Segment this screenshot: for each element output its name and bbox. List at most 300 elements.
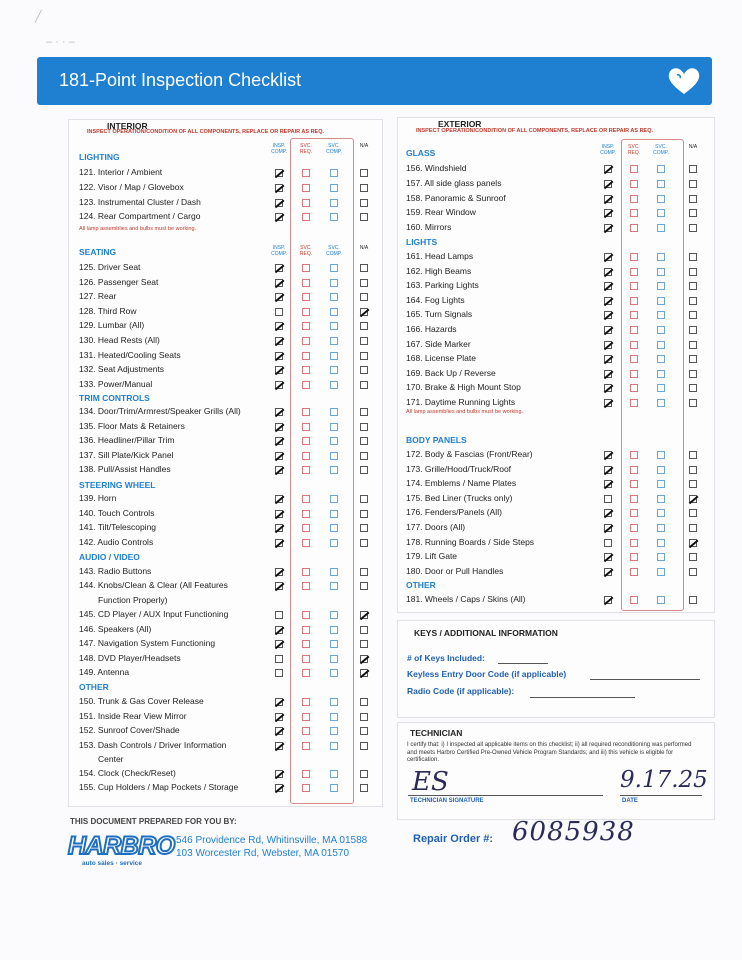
scan-artifact: ╱ — [35, 11, 42, 23]
service-completed-checkbox[interactable] — [330, 510, 338, 518]
service-required-checkbox[interactable] — [302, 366, 310, 374]
not-applicable-checkbox[interactable] — [360, 698, 368, 706]
category-glass: GLASS — [406, 148, 436, 158]
not-applicable-checkbox[interactable] — [360, 279, 368, 287]
not-applicable-checkbox[interactable] — [360, 713, 368, 721]
checklist-item-label: 149. Antenna — [79, 667, 130, 678]
service-completed-checkbox[interactable] — [657, 165, 665, 173]
not-applicable-checkbox[interactable] — [360, 466, 368, 474]
service-completed-checkbox[interactable] — [330, 784, 338, 792]
column-header-insp: INSP. COMP. — [271, 143, 287, 155]
not-applicable-checkbox[interactable] — [360, 437, 368, 445]
radio-code-label: Radio Code (if applicable): — [407, 686, 515, 696]
category-other: OTHER — [406, 580, 436, 590]
checklist-item-label: 122. Visor / Map / Glovebox — [79, 181, 184, 192]
not-applicable-checkbox[interactable] — [689, 165, 697, 173]
keyless-code-field[interactable] — [590, 679, 700, 680]
inspected-checkbox[interactable] — [275, 437, 283, 445]
repair-order-number: 6085938 — [512, 817, 635, 847]
service-required-checkbox[interactable] — [302, 510, 310, 518]
service-required-checkbox[interactable] — [302, 293, 310, 301]
service-completed-checkbox[interactable] — [657, 180, 665, 188]
service-completed-checkbox[interactable] — [657, 209, 665, 217]
service-required-checkbox[interactable] — [302, 466, 310, 474]
exterior-title: EXTERIOR — [438, 119, 482, 129]
not-applicable-checkbox[interactable] — [689, 195, 697, 203]
inspected-checkbox[interactable] — [275, 524, 283, 532]
inspected-checkbox[interactable] — [275, 279, 283, 287]
service-required-checkbox[interactable] — [302, 495, 310, 503]
checklist-item-label: 177. Doors (All) — [406, 522, 466, 532]
inspected-checkbox[interactable] — [275, 495, 283, 503]
not-applicable-checkbox[interactable] — [360, 264, 368, 272]
prepared-by: THIS DOCUMENT PREPARED FOR YOU BY: — [70, 817, 237, 826]
inspected-checkbox[interactable] — [604, 224, 612, 232]
service-completed-checkbox[interactable] — [330, 199, 338, 207]
service-required-checkbox[interactable] — [302, 742, 310, 750]
service-completed-checkbox[interactable] — [330, 366, 338, 374]
service-completed-checkbox[interactable] — [657, 253, 665, 261]
service-completed-checkbox[interactable] — [657, 268, 665, 276]
inspected-checkbox[interactable] — [275, 698, 283, 706]
checklist-item-label: 163. Parking Lights — [406, 280, 479, 291]
service-required-checkbox[interactable] — [302, 669, 310, 677]
service-required-checkbox[interactable] — [630, 297, 638, 305]
service-completed-checkbox[interactable] — [657, 596, 665, 604]
service-completed-checkbox[interactable] — [330, 713, 338, 721]
service-completed-checkbox[interactable] — [330, 352, 338, 360]
inspected-checkbox[interactable] — [604, 326, 612, 334]
inspected-checkbox[interactable] — [275, 264, 283, 272]
inspected-checkbox[interactable] — [275, 308, 283, 316]
service-completed-checkbox[interactable] — [330, 308, 338, 316]
service-completed-checkbox[interactable] — [330, 742, 338, 750]
inspected-checkbox[interactable] — [604, 539, 612, 547]
not-applicable-checkbox[interactable] — [360, 770, 368, 778]
certification-text: I certify that: i) I inspected all applicable items on this checklist; ii) all required reconditioning was performed and meets Harbro Certified Pre-Owned Vehicle Program Standards; and iii) this vehicle is eligible for certification. — [407, 742, 692, 763]
service-completed-checkbox[interactable] — [657, 384, 665, 392]
service-required-checkbox[interactable] — [630, 495, 638, 503]
not-applicable-checkbox[interactable] — [360, 423, 368, 431]
service-required-checkbox[interactable] — [630, 568, 638, 576]
inspected-checkbox[interactable] — [275, 611, 283, 619]
service-required-checkbox[interactable] — [302, 524, 310, 532]
service-completed-checkbox[interactable] — [330, 698, 338, 706]
not-applicable-checkbox[interactable] — [689, 311, 697, 319]
service-required-checkbox[interactable] — [302, 264, 310, 272]
inspected-checkbox[interactable] — [604, 195, 612, 203]
checklist-item-label: 137. Sill Plate/Kick Panel — [79, 449, 174, 460]
not-applicable-checkbox[interactable] — [360, 293, 368, 301]
service-required-checkbox[interactable] — [302, 655, 310, 663]
inspected-checkbox[interactable] — [275, 568, 283, 576]
service-completed-checkbox[interactable] — [657, 341, 665, 349]
keys-count-field[interactable] — [498, 663, 548, 664]
service-required-checkbox[interactable] — [302, 727, 310, 735]
inspected-checkbox[interactable] — [275, 366, 283, 374]
checklist-item-label: 146. Speakers (All) — [79, 623, 152, 634]
inspected-checkbox[interactable] — [604, 553, 612, 561]
checklist-item-label: 158. Panoramic & Sunroof — [406, 192, 506, 203]
not-applicable-checkbox[interactable] — [689, 209, 697, 217]
inspected-checkbox[interactable] — [275, 539, 283, 547]
service-required-checkbox[interactable] — [302, 784, 310, 792]
service-required-checkbox[interactable] — [630, 480, 638, 488]
not-applicable-checkbox[interactable] — [360, 366, 368, 374]
checklist-item-label: 176. Fenders/Panels (All) — [406, 507, 502, 518]
column-header-svc-comp: SVC. COMP. — [326, 245, 342, 257]
category-lighting: LIGHTING — [79, 152, 120, 162]
service-required-checkbox[interactable] — [302, 698, 310, 706]
category-other: OTHER — [79, 682, 109, 692]
inspected-checkbox[interactable] — [604, 282, 612, 290]
inspected-checkbox[interactable] — [275, 784, 283, 792]
address-1: 546 Providence Rd, Whitinsville, MA 01588 — [176, 835, 368, 846]
service-required-checkbox[interactable] — [302, 568, 310, 576]
service-completed-checkbox[interactable] — [657, 370, 665, 378]
service-completed-checkbox[interactable] — [657, 568, 665, 576]
service-completed-checkbox[interactable] — [330, 539, 338, 547]
inspected-checkbox[interactable] — [604, 355, 612, 363]
not-applicable-checkbox[interactable] — [689, 180, 697, 188]
inspected-checkbox[interactable] — [275, 337, 283, 345]
service-completed-checkbox[interactable] — [330, 381, 338, 389]
service-required-checkbox[interactable] — [302, 770, 310, 778]
not-applicable-checkbox[interactable] — [689, 495, 697, 503]
keys-count-label: # of Keys Included: — [407, 653, 485, 663]
checklist-item-label: 170. Brake & High Mount Stop — [406, 382, 521, 393]
not-applicable-checkbox[interactable] — [360, 727, 368, 735]
inspected-checkbox[interactable] — [604, 311, 612, 319]
service-completed-checkbox[interactable] — [330, 264, 338, 272]
not-applicable-checkbox[interactable] — [689, 326, 697, 334]
service-required-checkbox[interactable] — [630, 195, 638, 203]
service-completed-checkbox[interactable] — [657, 195, 665, 203]
not-applicable-checkbox[interactable] — [360, 655, 368, 663]
service-completed-checkbox[interactable] — [330, 466, 338, 474]
service-completed-checkbox[interactable] — [330, 495, 338, 503]
service-required-checkbox[interactable] — [630, 451, 638, 459]
not-applicable-checkbox[interactable] — [360, 742, 368, 750]
inspected-checkbox[interactable] — [275, 199, 283, 207]
service-required-checkbox[interactable] — [302, 452, 310, 460]
inspected-checkbox[interactable] — [604, 180, 612, 188]
service-required-checkbox[interactable] — [630, 165, 638, 173]
service-required-checkbox[interactable] — [630, 326, 638, 334]
service-required-checkbox[interactable] — [302, 169, 310, 177]
checklist-item-label: 142. Audio Controls — [79, 536, 154, 547]
service-completed-checkbox[interactable] — [657, 480, 665, 488]
service-required-checkbox[interactable] — [630, 180, 638, 188]
service-completed-checkbox[interactable] — [657, 451, 665, 459]
inspected-checkbox[interactable] — [604, 568, 612, 576]
service-required-checkbox[interactable] — [302, 337, 310, 345]
not-applicable-checkbox[interactable] — [689, 466, 697, 474]
inspected-checkbox[interactable] — [604, 509, 612, 517]
service-completed-checkbox[interactable] — [330, 408, 338, 416]
service-completed-checkbox[interactable] — [330, 655, 338, 663]
radio-code-field[interactable] — [530, 697, 635, 698]
service-completed-checkbox[interactable] — [330, 322, 338, 330]
service-completed-checkbox[interactable] — [330, 213, 338, 221]
service-completed-checkbox[interactable] — [657, 524, 665, 532]
inspected-checkbox[interactable] — [275, 381, 283, 389]
service-completed-checkbox[interactable] — [657, 282, 665, 290]
inspected-checkbox[interactable] — [275, 713, 283, 721]
inspected-checkbox[interactable] — [275, 184, 283, 192]
service-required-checkbox[interactable] — [302, 713, 310, 721]
service-required-checkbox[interactable] — [302, 199, 310, 207]
service-completed-checkbox[interactable] — [330, 437, 338, 445]
inspected-checkbox[interactable] — [275, 322, 283, 330]
service-required-checkbox[interactable] — [302, 408, 310, 416]
checklist-item-label: 155. Cup Holders / Map Pockets / Storage — [79, 782, 239, 792]
category-steering-wheel: STEERING WHEEL — [79, 480, 156, 490]
technician-title: TECHNICIAN — [410, 728, 463, 738]
checklist-item-label: 179. Lift Gate — [406, 551, 458, 562]
service-completed-checkbox[interactable] — [657, 553, 665, 561]
inspected-checkbox[interactable] — [275, 169, 283, 177]
not-applicable-checkbox[interactable] — [689, 384, 697, 392]
not-applicable-checkbox[interactable] — [689, 524, 697, 532]
not-applicable-checkbox[interactable] — [360, 184, 368, 192]
inspected-checkbox[interactable] — [604, 268, 612, 276]
service-completed-checkbox[interactable] — [330, 524, 338, 532]
service-required-checkbox[interactable] — [630, 596, 638, 604]
not-applicable-checkbox[interactable] — [689, 341, 697, 349]
service-required-checkbox[interactable] — [630, 209, 638, 217]
not-applicable-checkbox[interactable] — [360, 510, 368, 518]
inspected-checkbox[interactable] — [275, 742, 283, 750]
checklist-item-label: 131. Heated/Cooling Seats — [79, 349, 181, 360]
checklist-item-label: 127. Rear — [79, 291, 117, 302]
inspected-checkbox[interactable] — [604, 209, 612, 217]
inspected-checkbox[interactable] — [275, 669, 283, 677]
inspected-checkbox[interactable] — [275, 640, 283, 648]
service-required-checkbox[interactable] — [302, 423, 310, 431]
not-applicable-checkbox[interactable] — [689, 253, 697, 261]
service-completed-checkbox[interactable] — [657, 539, 665, 547]
inspected-checkbox[interactable] — [604, 165, 612, 173]
service-required-checkbox[interactable] — [302, 626, 310, 634]
service-completed-checkbox[interactable] — [330, 279, 338, 287]
not-applicable-checkbox[interactable] — [689, 370, 697, 378]
checklist-item-label: 172. Body & Fascias (Front/Rear) — [406, 449, 533, 459]
not-applicable-checkbox[interactable] — [360, 669, 368, 677]
service-required-checkbox[interactable] — [630, 355, 638, 363]
service-completed-checkbox[interactable] — [657, 311, 665, 319]
service-completed-checkbox[interactable] — [330, 611, 338, 619]
not-applicable-checkbox[interactable] — [689, 553, 697, 561]
service-required-checkbox[interactable] — [302, 322, 310, 330]
inspected-checkbox[interactable] — [275, 770, 283, 778]
service-completed-checkbox[interactable] — [330, 423, 338, 431]
inspected-checkbox[interactable] — [275, 466, 283, 474]
inspected-checkbox[interactable] — [275, 213, 283, 221]
not-applicable-checkbox[interactable] — [689, 451, 697, 459]
inspected-checkbox[interactable] — [604, 451, 612, 459]
checklist-item-label: 135. Floor Mats & Retainers — [79, 420, 185, 431]
address-2: 103 Worcester Rd, Webster, MA 01570 — [176, 848, 350, 859]
service-required-checkbox[interactable] — [630, 539, 638, 547]
inspected-checkbox[interactable] — [604, 384, 612, 392]
not-applicable-checkbox[interactable] — [689, 224, 697, 232]
service-completed-checkbox[interactable] — [330, 568, 338, 576]
not-applicable-checkbox[interactable] — [689, 509, 697, 517]
service-required-checkbox[interactable] — [302, 539, 310, 547]
service-required-checkbox[interactable] — [630, 384, 638, 392]
inspected-checkbox[interactable] — [275, 452, 283, 460]
not-applicable-checkbox[interactable] — [689, 568, 697, 576]
service-required-checkbox[interactable] — [630, 399, 638, 407]
not-applicable-checkbox[interactable] — [360, 381, 368, 389]
inspected-checkbox[interactable] — [275, 655, 283, 663]
page-title: 181-Point Inspection Checklist — [59, 70, 302, 90]
service-required-checkbox[interactable] — [302, 308, 310, 316]
checklist-item-label: 143. Radio Buttons — [79, 566, 152, 576]
service-required-checkbox[interactable] — [630, 524, 638, 532]
interior-title: INTERIOR — [107, 121, 148, 131]
inspected-checkbox[interactable] — [604, 253, 612, 261]
checklist-item-label: 144. Knobs/Clean & Clear (All Features — [79, 580, 228, 590]
service-required-checkbox[interactable] — [302, 582, 310, 590]
service-required-checkbox[interactable] — [302, 184, 310, 192]
service-required-checkbox[interactable] — [630, 370, 638, 378]
signature-date: 9.17.25 — [620, 767, 708, 793]
service-completed-checkbox[interactable] — [657, 297, 665, 305]
service-required-checkbox[interactable] — [630, 341, 638, 349]
service-required-checkbox[interactable] — [630, 282, 638, 290]
service-required-checkbox[interactable] — [302, 437, 310, 445]
service-completed-checkbox[interactable] — [330, 626, 338, 634]
inspected-checkbox[interactable] — [604, 596, 612, 604]
not-applicable-checkbox[interactable] — [360, 213, 368, 221]
inspected-checkbox[interactable] — [275, 293, 283, 301]
service-required-checkbox[interactable] — [302, 279, 310, 287]
service-required-checkbox[interactable] — [630, 224, 638, 232]
not-applicable-checkbox[interactable] — [360, 308, 368, 316]
inspected-checkbox[interactable] — [275, 408, 283, 416]
inspected-checkbox[interactable] — [604, 466, 612, 474]
service-completed-checkbox[interactable] — [330, 727, 338, 735]
not-applicable-checkbox[interactable] — [360, 784, 368, 792]
service-completed-checkbox[interactable] — [330, 669, 338, 677]
inspected-checkbox[interactable] — [604, 370, 612, 378]
service-completed-checkbox[interactable] — [657, 495, 665, 503]
inspected-checkbox[interactable] — [275, 727, 283, 735]
not-applicable-checkbox[interactable] — [689, 355, 697, 363]
not-applicable-checkbox[interactable] — [360, 337, 368, 345]
service-completed-checkbox[interactable] — [657, 224, 665, 232]
inspected-checkbox[interactable] — [604, 341, 612, 349]
service-required-checkbox[interactable] — [302, 640, 310, 648]
service-completed-checkbox[interactable] — [330, 293, 338, 301]
checklist-item-label: 175. Bed Liner (Trucks only) — [406, 492, 513, 503]
inspected-checkbox[interactable] — [604, 524, 612, 532]
service-required-checkbox[interactable] — [630, 268, 638, 276]
not-applicable-checkbox[interactable] — [360, 199, 368, 207]
not-applicable-checkbox[interactable] — [360, 169, 368, 177]
service-completed-checkbox[interactable] — [330, 337, 338, 345]
checklist-item-label: 123. Instrumental Cluster / Dash — [79, 196, 201, 207]
service-completed-checkbox[interactable] — [330, 184, 338, 192]
inspected-checkbox[interactable] — [604, 399, 612, 407]
not-applicable-checkbox[interactable] — [360, 640, 368, 648]
not-applicable-checkbox[interactable] — [360, 352, 368, 360]
not-applicable-checkbox[interactable] — [360, 524, 368, 532]
inspected-checkbox[interactable] — [275, 510, 283, 518]
not-applicable-checkbox[interactable] — [360, 626, 368, 634]
not-applicable-checkbox[interactable] — [689, 596, 697, 604]
not-applicable-checkbox[interactable] — [689, 282, 697, 290]
checklist-item-label: 141. Tilt/Telescoping — [79, 522, 157, 533]
service-completed-checkbox[interactable] — [657, 355, 665, 363]
service-completed-checkbox[interactable] — [330, 640, 338, 648]
checklist-item-label: 164. Fog Lights — [406, 294, 465, 305]
not-applicable-checkbox[interactable] — [689, 268, 697, 276]
checklist-item-label: 150. Trunk & Gas Cover Release — [79, 696, 204, 706]
checklist-item-label: 147. Navigation System Functioning — [79, 638, 216, 649]
not-applicable-checkbox[interactable] — [360, 495, 368, 503]
not-applicable-checkbox[interactable] — [360, 582, 368, 590]
checklist-item-label: 153. Dash Controls / Driver Information — [79, 740, 227, 750]
not-applicable-checkbox[interactable] — [360, 452, 368, 460]
checklist-item-label: 180. Door or Pull Handles — [406, 565, 504, 576]
not-applicable-checkbox[interactable] — [360, 408, 368, 416]
not-applicable-checkbox[interactable] — [689, 297, 697, 305]
service-required-checkbox[interactable] — [302, 381, 310, 389]
header-banner — [37, 57, 712, 105]
inspected-checkbox[interactable] — [604, 495, 612, 503]
not-applicable-checkbox[interactable] — [360, 568, 368, 576]
not-applicable-checkbox[interactable] — [689, 480, 697, 488]
service-required-checkbox[interactable] — [302, 352, 310, 360]
inspected-checkbox[interactable] — [275, 626, 283, 634]
service-completed-checkbox[interactable] — [657, 326, 665, 334]
not-applicable-checkbox[interactable] — [689, 399, 697, 407]
inspected-checkbox[interactable] — [275, 423, 283, 431]
not-applicable-checkbox[interactable] — [689, 539, 697, 547]
checklist-item-label: 134. Door/Trim/Armrest/Speaker Grills (All) — [79, 406, 241, 416]
not-applicable-checkbox[interactable] — [360, 539, 368, 547]
service-required-checkbox[interactable] — [630, 553, 638, 561]
service-completed-checkbox[interactable] — [330, 169, 338, 177]
inspected-checkbox[interactable] — [604, 480, 612, 488]
inspected-checkbox[interactable] — [275, 582, 283, 590]
service-required-checkbox[interactable] — [302, 611, 310, 619]
not-applicable-checkbox[interactable] — [360, 322, 368, 330]
service-completed-checkbox[interactable] — [330, 582, 338, 590]
signature-line — [408, 795, 603, 796]
service-completed-checkbox[interactable] — [330, 452, 338, 460]
service-required-checkbox[interactable] — [630, 253, 638, 261]
service-required-checkbox[interactable] — [630, 466, 638, 474]
service-completed-checkbox[interactable] — [657, 399, 665, 407]
service-required-checkbox[interactable] — [630, 509, 638, 517]
category-seating: SEATING — [79, 247, 117, 257]
inspected-checkbox[interactable] — [604, 297, 612, 305]
not-applicable-checkbox[interactable] — [360, 611, 368, 619]
inspected-checkbox[interactable] — [275, 352, 283, 360]
column-header-svc-comp: SVC. COMP. — [653, 144, 669, 156]
service-required-checkbox[interactable] — [302, 213, 310, 221]
service-completed-checkbox[interactable] — [657, 466, 665, 474]
service-completed-checkbox[interactable] — [657, 509, 665, 517]
service-completed-checkbox[interactable] — [330, 770, 338, 778]
service-required-checkbox[interactable] — [630, 311, 638, 319]
service-columns-bracket — [290, 138, 354, 804]
keyless-code-label: Keyless Entry Door Code (if applicable) — [407, 669, 567, 679]
